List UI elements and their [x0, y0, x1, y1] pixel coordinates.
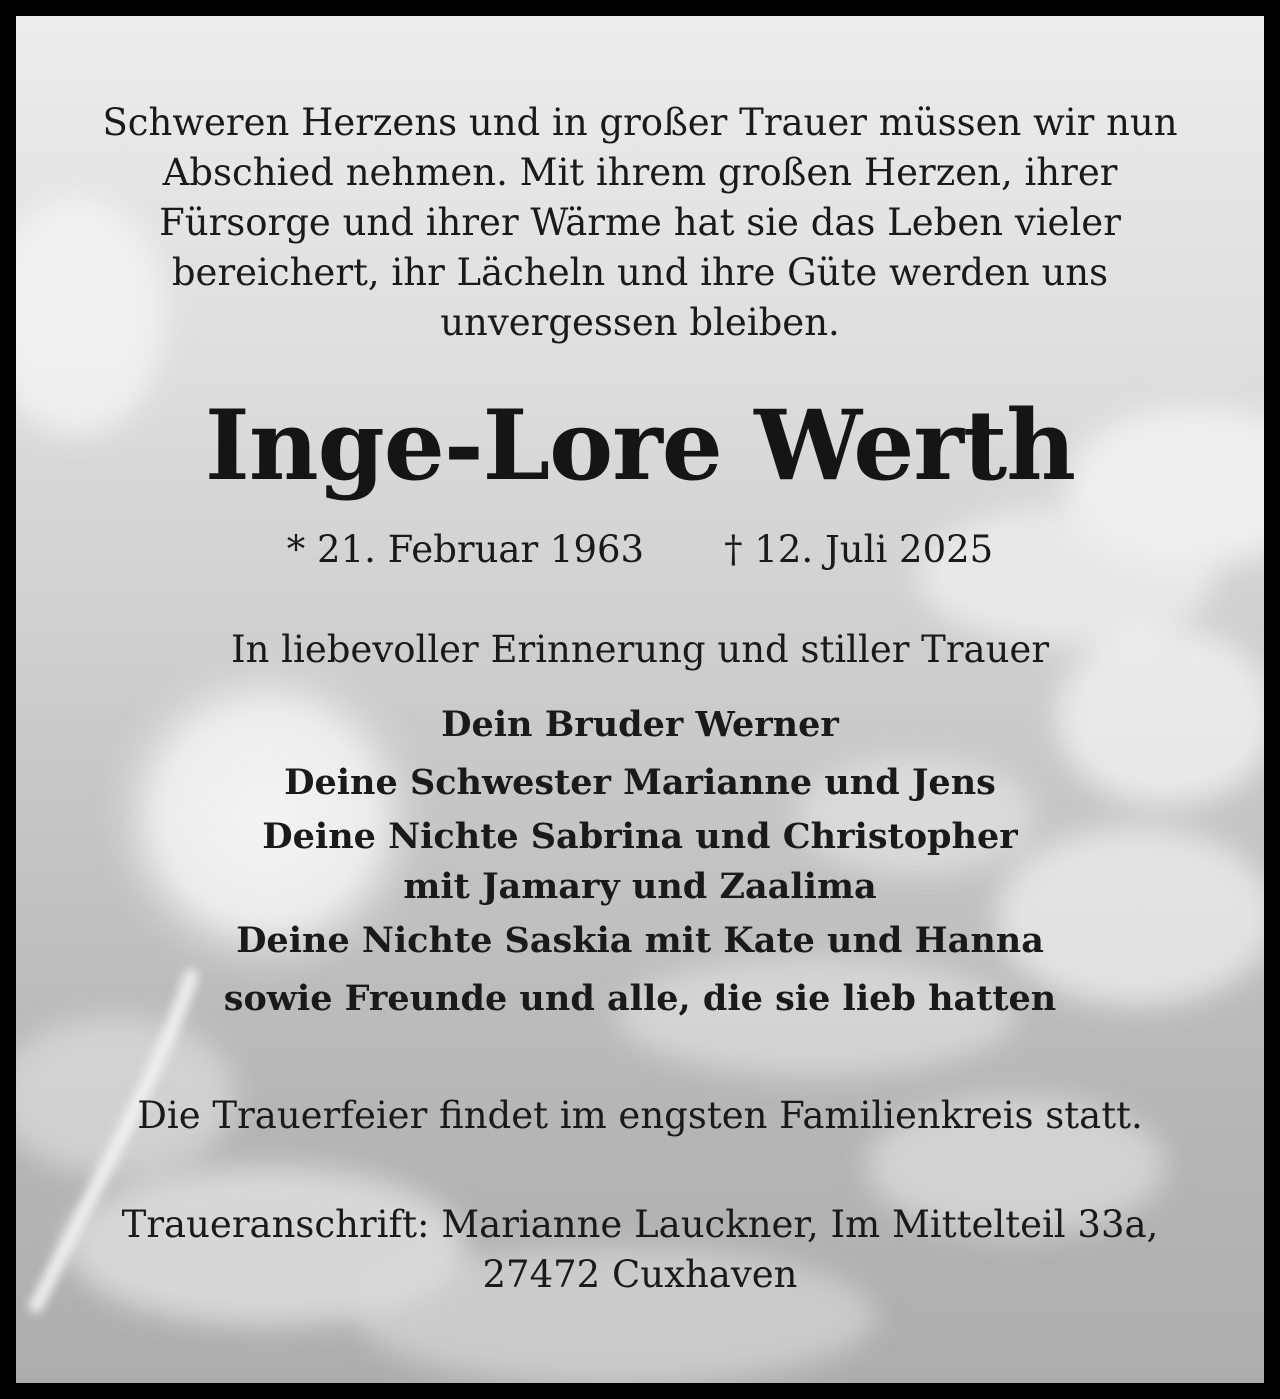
mourner-line: sowie Freunde und alle, die sie lieb hatten — [223, 978, 1057, 1019]
death-date: † 12. Juli 2025 — [724, 528, 994, 571]
mourner-line: Deine Schwester Marianne und Jens — [284, 762, 996, 803]
intro-text — [16, 98, 1264, 348]
intro-line: Schweren Herzens und in großer Trauer müssen wir nun — [102, 101, 1178, 144]
address-line: Traueranschrift: Marianne Lauckner, Im Mittelteil 33a, — [121, 1203, 1159, 1246]
obituary-panel — [16, 16, 1264, 1383]
memory-line: In liebevoller Erinnerung und stiller Trauer — [230, 628, 1050, 671]
mourners-list — [16, 696, 1264, 1028]
life-dates — [16, 528, 1264, 572]
intro-line: Fürsorge und ihrer Wärme hat sie das Leben vieler — [159, 201, 1121, 244]
birth-date: * 21. Februar 1963 — [286, 528, 645, 571]
mourner-line: Dein Bruder Werner — [441, 704, 839, 745]
mourning-address — [16, 1200, 1264, 1300]
intro-line: unvergessen bleiben. — [440, 301, 840, 344]
ceremony-note: Die Trauerfeier findet im engsten Familienkreis statt. — [137, 1094, 1143, 1137]
intro-line: bereichert, ihr Lächeln und ihre Güte werden uns — [171, 251, 1109, 294]
mourner-line: Deine Nichte Sabrina und Christopher — [262, 816, 1018, 857]
intro-line: Abschied nehmen. Mit ihrem großen Herzen, ihrer — [162, 151, 1118, 194]
mourner-line: mit Jamary und Zaalima — [403, 866, 877, 907]
address-line: 27472 Cuxhaven — [482, 1253, 798, 1296]
deceased-name: Inge-Lore Werth — [204, 389, 1076, 502]
mourner-line: Deine Nichte Saskia mit Kate und Hanna — [236, 920, 1044, 961]
